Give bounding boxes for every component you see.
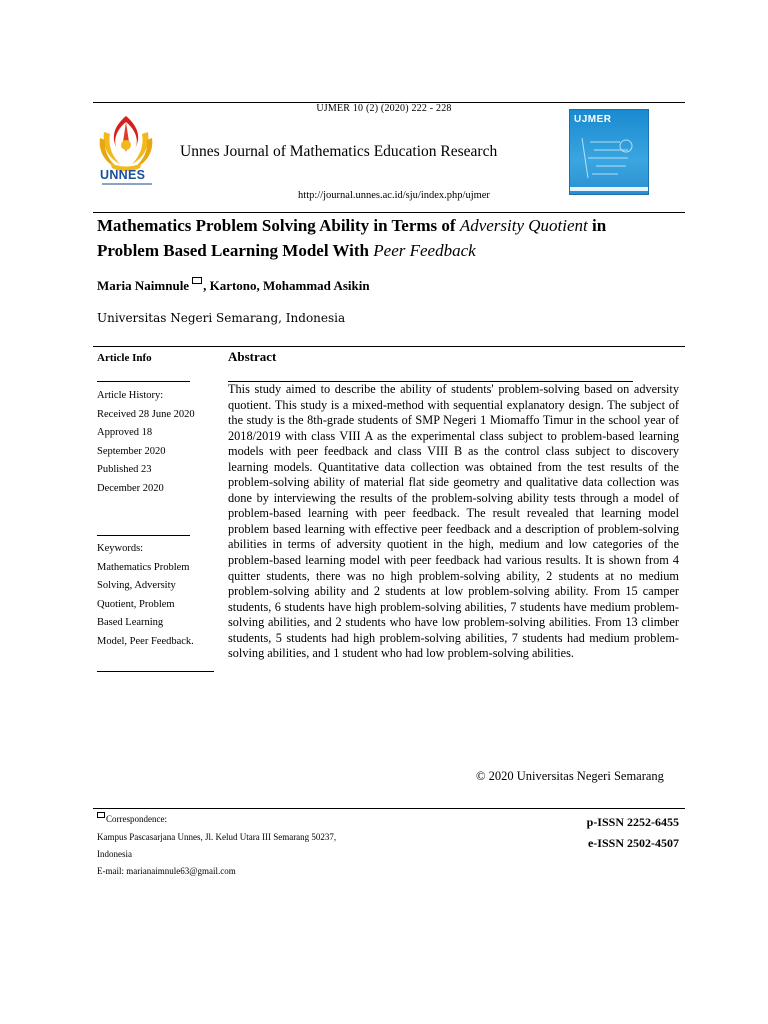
article-history (97, 387, 215, 498)
title-text-1: Mathematics Problem Solving Ability in Terms of (97, 216, 460, 235)
address-line: Indonesia (97, 849, 132, 859)
affiliation: Universitas Negeri Semarang, Indonesia (97, 311, 346, 325)
abstract-heading: Abstract (228, 349, 277, 364)
history-line: Approved 18 (97, 427, 153, 438)
history-line: Published 23 (97, 464, 152, 475)
article-info-heading: Article Info (97, 352, 152, 364)
title-text-3: Problem Based Learning Model With (97, 241, 374, 260)
keywords (97, 540, 215, 651)
address-line: Kampus Pascasarjana Unnes, Jl. Kelud Utara III Semarang 50237, (97, 832, 337, 842)
history-line: December 2020 (97, 482, 164, 494)
cover-formula-icon (570, 128, 648, 188)
section-top-rule (93, 346, 685, 347)
keywords-line: Solving, Adversity (97, 580, 176, 591)
history-line: Received 28 June 2020 (97, 408, 195, 420)
email[interactable]: E-mail: marianaimnule63@gmail.com (97, 866, 236, 876)
correspondence-text: Correspondence: (106, 814, 167, 824)
unnes-logo-tagline (102, 183, 152, 185)
keywords-line: Mathematics Problem (97, 561, 190, 573)
journal-cover-logo (569, 109, 649, 195)
envelope-icon (97, 812, 105, 818)
journal-citation: UJMER 10 (2) (2020) 222 - 228 (316, 103, 452, 114)
co-authors: , Kartono, Mohammad Asikin (203, 278, 370, 293)
keywords-line: Quotient, Problem (97, 598, 175, 610)
cover-logo-title: UJMER (574, 114, 612, 125)
keywords-line: Model, Peer Feedback. (97, 635, 194, 647)
history-line: September 2020 (97, 445, 166, 457)
envelope-icon (192, 277, 202, 284)
title-italic-2: Peer Feedback (373, 241, 476, 260)
p-issn: p-ISSN 2252-6455 (586, 815, 679, 829)
cover-bottom-strip (570, 187, 648, 191)
correspondence-label (97, 812, 167, 824)
info-rule-3 (97, 671, 214, 672)
title-italic-1: Adversity Quotient (459, 216, 588, 235)
footer-rule (93, 808, 685, 809)
journal-url[interactable]: http://journal.unnes.ac.id/sju/index.php/ujmer (298, 190, 490, 201)
info-rule-2 (97, 535, 190, 536)
title-text-2: in (587, 216, 607, 235)
unnes-logo (96, 112, 156, 188)
journal-title: Unnes Journal of Mathematics Education Research (180, 143, 498, 160)
unnes-logo-label: UNNES (100, 168, 146, 182)
first-author: Maria Naimnule (97, 278, 190, 293)
keywords-line: Keywords: (97, 543, 144, 554)
info-rule-1 (97, 381, 190, 382)
author-list (97, 277, 370, 294)
keywords-line: Based Learning (97, 617, 164, 628)
history-line: Article History: (97, 390, 164, 401)
e-issn: e-ISSN 2502-4507 (587, 836, 679, 850)
article-title (97, 213, 677, 263)
copyright: © 2020 Universitas Negeri Semarang (476, 769, 664, 783)
abstract-text: This study aimed to describe the ability of students' problem-solving based on adversity quotient. This study is a mixed-method with sequential explanatory design. The subject of the study is the 8th-grade students of SMP Negeri 1 Miomaffo Timur in the school year of 2018/2019 with class VIII A as the experimental class subject to problem-based learning models with peer feedback and class VIII B as the control class subject to discovery learning models. Quantitative data collection was obtained from the test results of the problem-solving ability of material flat side geometry and qualitative data collection was done by interviewing the results of the problem-solving ability tests through a model of problem-based learning with peer feedback. The result revealed that learning model problem based learning with effective peer feedback and a description of problem-solving abilities in terms of adversity quotient in the high, medium and low categories of the problem-based learning model with peer feedback had various results. It is shown from 4 quitter students, there was no high problem-solving ability, 2 students at no medium problem-solving ability and 2 students at low problem-solving ability. From 15 camper students, 6 students have high problem-solving abilities, 7 students have medium problem-solving abilities, and 2 students who have low problem-solving abilities. From 13 climber students, 5 students had high problem-solving abilities, 7 students had medium problem-solving abilities, and 1 student who had low problem-solving abilities. (228, 382, 679, 661)
